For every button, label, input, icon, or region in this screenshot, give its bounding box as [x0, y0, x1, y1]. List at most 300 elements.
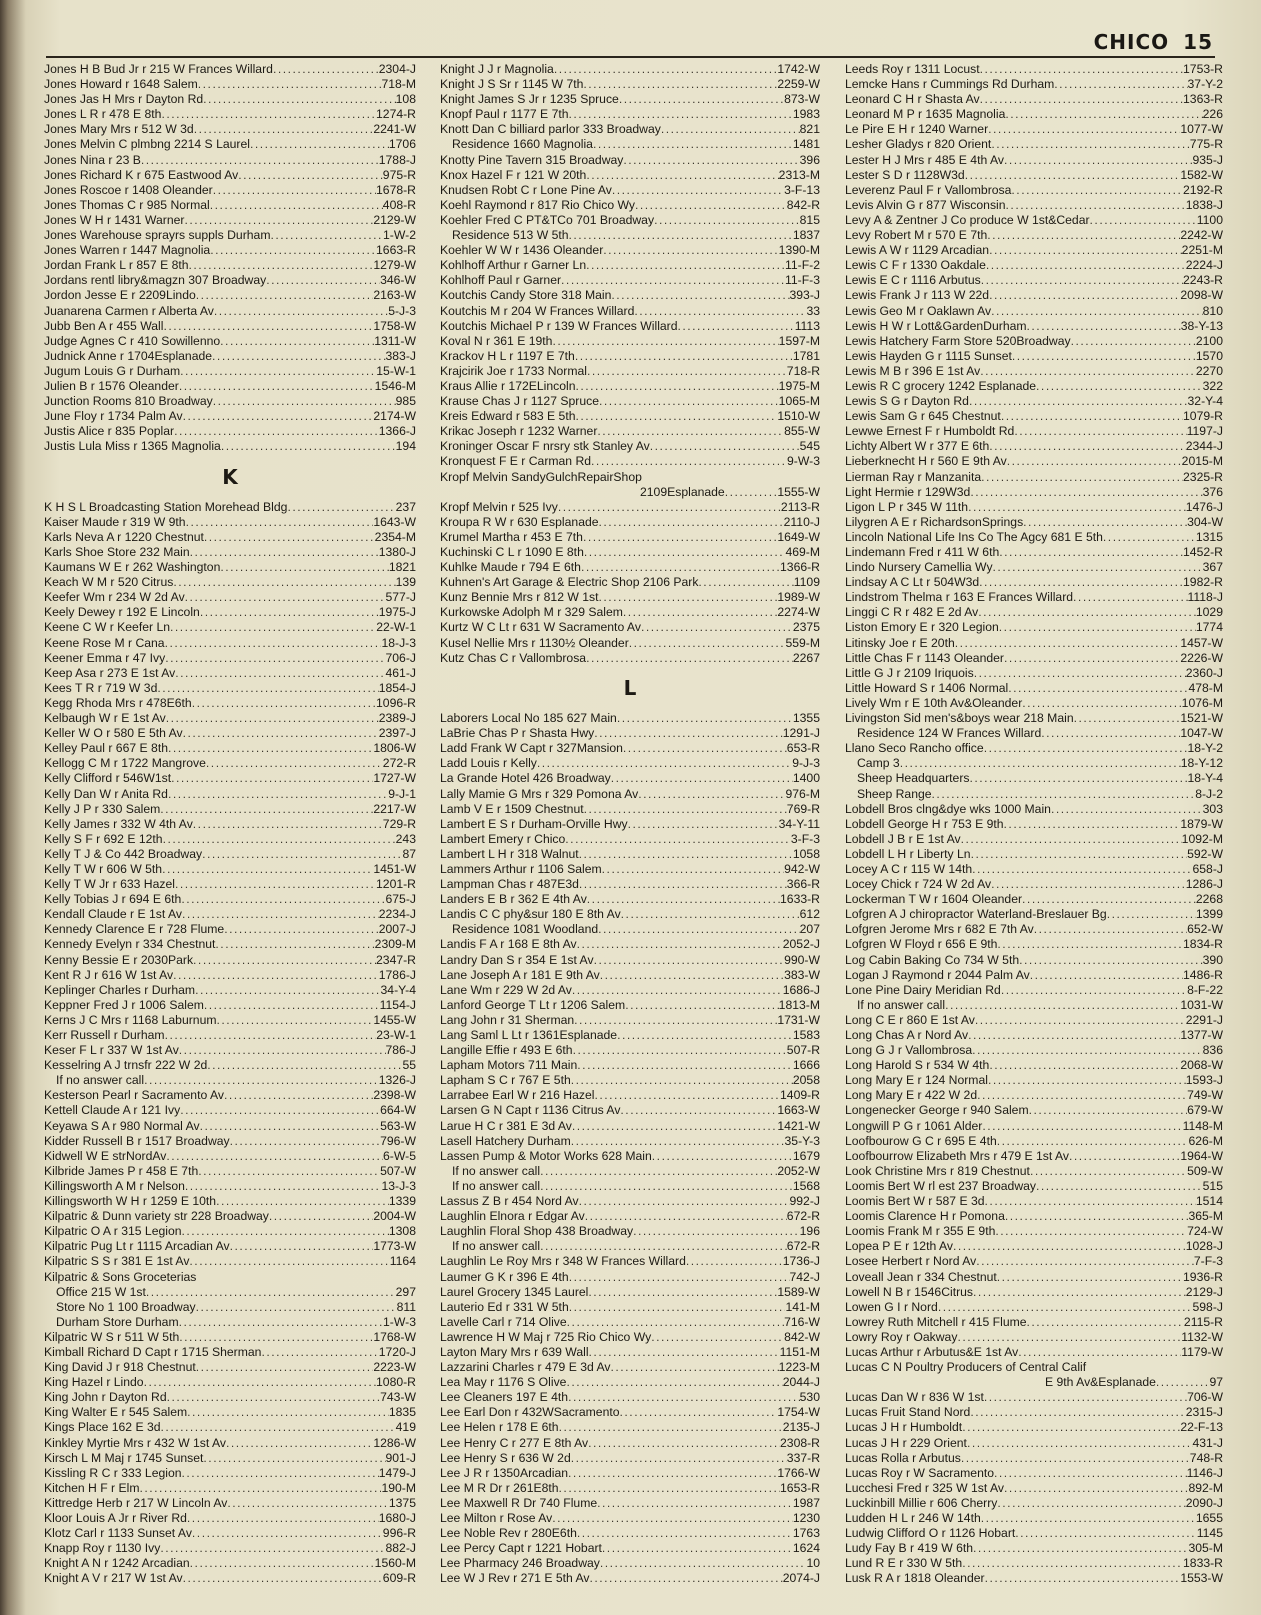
listing-row	[845, 726, 1223, 741]
listing-row	[440, 1436, 820, 1451]
phone-number: 1274-R	[376, 107, 416, 122]
listing-name: Lanford George T Lt r 1206 Salem	[440, 997, 626, 1012]
listing-name: Lowry Roy r Oakway	[845, 1329, 958, 1344]
phone-number: 1982-R	[1183, 575, 1223, 590]
phone-number: 706-W	[1187, 1390, 1223, 1405]
phone-number: 18-Y-2	[1187, 741, 1223, 756]
listing-row	[845, 470, 1223, 485]
phone-number: 1766-W	[777, 1465, 820, 1480]
phone-number: 1291-J	[782, 726, 820, 741]
listing-row	[845, 1088, 1223, 1103]
listing-name: Lemcke Hans r Cummings Rd Durham	[845, 77, 1055, 92]
leader-dots	[157, 681, 378, 696]
listing-name: Lane Wm r 229 W 2d Av	[440, 982, 572, 997]
listing-name: If no answer call	[452, 1239, 541, 1254]
leader-dots	[165, 651, 385, 666]
listing-name: Lang John r 31 Sherman	[440, 1012, 575, 1027]
listing-row	[44, 153, 416, 168]
phone-number: 985	[395, 394, 416, 409]
phone-number: 141-M	[785, 1299, 820, 1314]
phone-number: 1834-R	[1183, 937, 1223, 952]
phone-number: 1380-J	[378, 545, 416, 559]
phone-number: 612	[799, 907, 820, 922]
leader-dots	[623, 153, 799, 168]
listing-row	[44, 922, 416, 937]
leader-dots	[1004, 1481, 1188, 1496]
phone-number: 1457-W	[1180, 635, 1223, 650]
listing-name: Lewis S G r Dayton Rd	[845, 394, 969, 409]
listing-name: Larue H C r 381 E 3d Av	[440, 1118, 572, 1133]
listing-row	[440, 605, 820, 620]
phone-number: 2325-R	[1183, 469, 1223, 484]
phone-number: 237	[395, 499, 416, 514]
listing-name: Lund R E r 330 W 5th	[845, 1556, 963, 1571]
phone-number: 507-W	[380, 1163, 416, 1178]
listing-name: Little Chas F r 1143 Oleander	[845, 650, 1004, 665]
leader-dots	[1030, 1164, 1187, 1179]
leader-dots	[569, 107, 793, 122]
leader-dots	[1103, 530, 1196, 545]
leader-dots	[991, 877, 1186, 892]
listing-row	[845, 590, 1223, 605]
phone-number: 8-F-22	[1187, 982, 1223, 997]
listing-row	[44, 1073, 416, 1088]
phone-number: 2217-W	[373, 801, 416, 816]
phone-number: 1366-R	[780, 560, 820, 575]
leader-dots	[214, 304, 388, 319]
leader-dots	[576, 379, 779, 394]
leader-dots	[969, 394, 1188, 409]
phone-number: 652-W	[1187, 922, 1223, 937]
listing-row	[44, 1511, 416, 1526]
phone-number: 1096-R	[376, 695, 416, 710]
listing-row	[44, 137, 416, 152]
listing-name: Lester H J Mrs r 485 E 4th Av	[845, 152, 1004, 167]
leader-dots	[168, 741, 373, 756]
phone-number: 748-R	[1189, 1450, 1223, 1465]
phone-number: 243	[395, 831, 416, 846]
phone-number: 815	[799, 212, 820, 227]
listing-name: Kurtz W C Lt r 631 W Sacramento Av	[440, 620, 641, 635]
phone-number: 18-J-3	[381, 635, 416, 650]
phone-number: 2110-J	[783, 514, 820, 529]
leader-dots	[220, 334, 374, 349]
leader-dots	[216, 1194, 389, 1209]
listing-row	[845, 575, 1223, 590]
listing-name: Lieberknecht H r 560 E 9th Av	[845, 454, 1007, 469]
listing-name: Kroninger Oscar F nrsry stk Stanley Av	[440, 439, 650, 454]
phone-number: 3-F-3	[790, 831, 820, 846]
phone-number: 507-R	[786, 1043, 820, 1058]
listing-name: Karls Shoe Store 232 Main	[44, 545, 190, 559]
listing-name: Lee M R Dr r 261E8th	[440, 1480, 559, 1495]
phone-number: 1148-M	[1182, 1118, 1223, 1133]
leader-dots	[266, 273, 380, 288]
leader-dots	[982, 1119, 1182, 1134]
leader-dots	[988, 122, 1180, 137]
phone-number: 1028-J	[1185, 1239, 1223, 1254]
listing-row	[44, 666, 416, 681]
listing-row	[440, 847, 820, 862]
listing-row	[440, 409, 820, 424]
listing-row	[440, 817, 820, 832]
leader-dots	[965, 168, 1181, 183]
listing-row	[845, 636, 1223, 651]
leader-dots	[619, 92, 784, 107]
listing-name: Jones W H r 1431 Warner	[44, 212, 185, 227]
listing-name: Klotz Carl r 1133 Sunset Av	[44, 1526, 192, 1541]
listing-row	[440, 273, 820, 288]
listing-name: Lucas C N Poultry Producers of Central Calif	[845, 1360, 1087, 1375]
listing-row	[44, 258, 416, 273]
listing-row	[440, 1194, 820, 1209]
leader-dots	[961, 832, 1182, 847]
leader-dots	[1073, 590, 1187, 605]
listing-name: Kelley Paul r 667 E 8th	[44, 741, 168, 756]
phone-number: 1653-R	[780, 1480, 820, 1495]
listing-row	[440, 590, 820, 605]
listing-name: Long Mary E r 124 Normal	[845, 1073, 988, 1088]
listing-name: Kesterson Pearl r Sacramento Av	[44, 1088, 224, 1103]
phone-number: 1118-J	[1187, 590, 1223, 605]
listing-name: Durham Store Durham	[56, 1314, 179, 1329]
leader-dots	[900, 756, 1181, 771]
listing-row	[845, 394, 1223, 409]
listing-name: Lofgren Jerome Mrs r 682 E 7th Av	[845, 922, 1034, 937]
listing-name: Locey A C r 115 W 14th	[845, 861, 973, 876]
phone-number: 15-W-1	[376, 363, 416, 378]
listing-row	[440, 319, 820, 334]
listing-row	[440, 107, 820, 122]
phone-number: 2270	[1195, 363, 1223, 378]
listing-row	[44, 1179, 416, 1194]
phone-number: 1339	[388, 1194, 416, 1209]
phone-number: 796-W	[380, 1133, 416, 1148]
phone-number: 1065-M	[778, 394, 820, 409]
listing-name: Lierman Ray r Manzanita	[845, 469, 982, 484]
phone-number: 9-W-3	[787, 454, 820, 469]
listing-name: Kettell Claude A r 121 Ivy	[44, 1103, 181, 1118]
phone-number: 1833-R	[1183, 1556, 1223, 1571]
listing-name: Kirsch L M Maj r 1745 Sunset	[44, 1450, 204, 1465]
listing-name: June Floy r 1734 Palm Av	[44, 409, 183, 424]
phone-number: 393-J	[789, 288, 820, 303]
leader-dots	[200, 605, 379, 620]
listing-name: Keser F L r 337 W 1st Av	[44, 1043, 179, 1058]
listing-row	[44, 605, 416, 620]
listing-name: Lopea P E r 12th Av	[845, 1239, 953, 1254]
leader-dots	[981, 470, 1183, 485]
phone-number: 305-M	[1188, 1541, 1223, 1556]
listing-row	[845, 137, 1223, 152]
phone-number: 383-J	[385, 348, 416, 363]
listing-row	[845, 379, 1223, 394]
listing-name: Lazzarini Charles r 479 E 3d Av	[440, 1360, 611, 1375]
leader-dots	[970, 1405, 1185, 1420]
leader-dots	[189, 258, 374, 273]
phone-number: 1989-W	[777, 590, 820, 605]
listing-row	[845, 424, 1223, 439]
listing-name: Laughlin Le Roy Mrs r 348 W Frances Willard	[440, 1254, 686, 1269]
phone-number: 2315-J	[1185, 1405, 1223, 1420]
leader-dots	[182, 1466, 379, 1481]
phone-number: 297	[395, 1284, 416, 1299]
leader-dots	[970, 485, 1202, 500]
section-letter: L	[623, 675, 637, 700]
listing-name: Locey Chick r 724 W 2d Av	[845, 877, 992, 892]
listing-row	[845, 1375, 1223, 1390]
leader-dots	[1007, 454, 1182, 469]
listing-name: Keach W M r 520 Citrus	[44, 575, 174, 590]
phone-number: 38-Y-13	[1180, 318, 1223, 333]
leader-dots	[612, 183, 784, 198]
leader-dots	[165, 1028, 377, 1043]
phone-number: 2224-J	[1185, 258, 1223, 273]
listing-row	[44, 1254, 416, 1269]
listing-name: Knight J J r Magnolia	[440, 62, 554, 76]
phone-number: 1597-M	[778, 333, 820, 348]
leader-dots	[207, 1058, 402, 1073]
phone-number: 515	[1202, 1178, 1223, 1193]
leader-dots	[1004, 817, 1181, 832]
leader-dots	[984, 741, 1188, 756]
listing-name: Jones Jas H Mrs r Dayton Rd	[44, 92, 204, 107]
listing-row	[845, 485, 1223, 500]
phone-number: 1326-J	[378, 1073, 416, 1088]
leader-dots	[1018, 1345, 1181, 1360]
phone-number: 775-R	[1189, 137, 1223, 152]
listing-row	[44, 1209, 416, 1224]
listing-row	[845, 1119, 1223, 1134]
listing-row	[845, 983, 1223, 998]
listing-row	[845, 907, 1223, 922]
listing-row	[845, 288, 1223, 303]
listing-row	[440, 1164, 820, 1179]
phone-number: 367	[1202, 560, 1223, 575]
leader-dots	[166, 711, 379, 726]
phone-number: 2347-R	[376, 952, 416, 967]
listing-row	[845, 922, 1223, 937]
phone-number: 1100	[1196, 212, 1223, 227]
leader-dots	[226, 1436, 373, 1451]
leader-dots	[617, 1028, 793, 1043]
leader-dots	[162, 862, 373, 877]
phone-number: 2192-R	[1183, 182, 1223, 197]
listing-name: Lindsay A C Lt r 504W3d	[845, 575, 980, 590]
phone-number: 1736-J	[782, 1254, 820, 1269]
column-1	[44, 62, 416, 1586]
leader-dots	[196, 1300, 397, 1315]
listing-name: Residence 1081 Woodland	[452, 922, 599, 937]
listing-name: Kissling R C r 333 Legion	[44, 1465, 182, 1480]
listing-name: Liston Emory E r 320 Legion	[845, 620, 999, 635]
phone-number: 1643-W	[373, 514, 416, 529]
listing-row	[44, 213, 416, 228]
listing-row	[845, 1390, 1223, 1405]
leader-dots	[192, 696, 376, 711]
phone-number: 1315	[1195, 529, 1223, 544]
listing-name: K H S L Broadcasting Station Morehead Bldg	[44, 499, 288, 514]
listing-name: Long C E r 860 E 1st Av	[845, 1012, 975, 1027]
phone-number: 1092-M	[1181, 831, 1223, 846]
phone-number: 729-R	[382, 816, 416, 831]
leader-dots	[961, 1451, 1190, 1466]
phone-number: 664-W	[380, 1103, 416, 1118]
leader-dots	[1011, 183, 1183, 198]
listing-row	[845, 756, 1223, 771]
listing-row	[845, 1466, 1223, 1481]
phone-number: 1964-W	[1180, 1148, 1223, 1163]
leader-dots	[540, 1179, 793, 1194]
leader-dots	[187, 1511, 379, 1526]
listing-name: Lane Joseph A r 181 E 9th Av	[440, 967, 600, 982]
leader-dots	[638, 787, 785, 802]
phone-number: 2090-J	[1185, 1495, 1223, 1510]
phone-number: 2135-J	[782, 1420, 820, 1435]
listing-row	[44, 379, 416, 394]
listing-name: Kurkowske Adolph M r 329 Salem	[440, 605, 623, 620]
listing-name: Loofbourow G C r 695 E 4th	[845, 1133, 997, 1148]
leader-dots	[725, 485, 778, 500]
phone-number: 1451-W	[373, 861, 416, 876]
phone-number: 1132-W	[1181, 1329, 1223, 1344]
listing-name: Lewis M B r 396 E 1st Av	[845, 363, 981, 378]
listing-name: Killingsworth W H r 1259 E 10th	[44, 1194, 217, 1209]
listing-row	[845, 1496, 1223, 1511]
phone-number: 992-J	[789, 1194, 820, 1209]
listing-row	[845, 696, 1223, 711]
phone-number: 1076-M	[1181, 695, 1223, 710]
phone-number: 786-J	[385, 1043, 416, 1058]
phone-number: 2241-W	[373, 122, 416, 137]
phone-number: 1781	[792, 348, 820, 363]
phone-number: 6-W-5	[383, 1148, 416, 1163]
leader-dots	[161, 1420, 396, 1435]
phone-number: 1521-W	[1180, 711, 1223, 726]
leader-dots	[200, 1119, 381, 1134]
phone-number: 2007-J	[378, 922, 416, 937]
leader-dots	[227, 1496, 389, 1511]
listing-row	[44, 1103, 416, 1118]
listing-row	[440, 862, 820, 877]
phone-number: 1308	[388, 1224, 416, 1239]
listing-name: Lewis Hayden G r 1115 Sunset	[845, 348, 1012, 363]
listing-row	[845, 998, 1223, 1013]
phone-number: 821	[799, 122, 820, 137]
leader-dots	[568, 1466, 777, 1481]
listing-row	[440, 998, 820, 1013]
listing-row	[44, 1556, 416, 1571]
listing-row	[440, 636, 820, 651]
listing-name: Residence 1660 Magnolia	[452, 137, 593, 152]
phone-number: 2304-J	[378, 62, 416, 76]
listing-row	[44, 1451, 416, 1466]
listing-name: Jordans rentl libry&magzn 307 Broadway	[44, 273, 267, 288]
listing-row	[440, 1254, 820, 1269]
listing-name: Keplinger Charles r Durham	[44, 982, 196, 997]
leader-dots	[161, 107, 376, 122]
phone-number: 577-J	[385, 590, 416, 605]
listing-name: Kees T R r 719 W 3d	[44, 680, 158, 695]
listing-name: Koutchis Candy Store 318 Main	[440, 288, 612, 303]
leader-dots	[987, 228, 1180, 243]
leader-dots	[160, 1541, 385, 1556]
listing-row	[44, 168, 416, 183]
listing-name: Keep Asa r 273 E 1st Av	[44, 665, 176, 680]
leader-dots	[932, 787, 1196, 802]
phone-number: 1560-M	[374, 1556, 416, 1571]
listing-name: Koehl Raymond r 817 Rio Chico Wy	[440, 197, 635, 212]
listing-row	[845, 787, 1223, 802]
listing-name: Lusk R A r 1818 Oleander	[845, 1571, 985, 1586]
phone-number: 2274-W	[777, 605, 820, 620]
leader-dots	[623, 741, 787, 756]
listing-name: Kilpatric S S r 381 E 1st Av	[44, 1254, 190, 1269]
phone-number: 2308-R	[780, 1435, 820, 1450]
phone-number: 2309-M	[374, 937, 416, 952]
listing-row	[440, 1300, 820, 1315]
listing-name: Knapp Roy r 1130 Ivy	[44, 1541, 161, 1556]
listing-row	[440, 183, 820, 198]
listing-row	[44, 1088, 416, 1103]
listing-name: Keene C W r Keefer Ln	[44, 620, 170, 635]
leader-dots	[997, 1270, 1183, 1285]
leader-dots	[994, 1466, 1187, 1481]
listing-name: Jones Warren r 1447 Magnolia	[44, 243, 211, 258]
listing-row	[440, 1179, 820, 1194]
leader-dots	[212, 349, 385, 364]
listing-row	[44, 1420, 416, 1435]
listing-row	[440, 258, 820, 273]
phone-number: 842-R	[786, 197, 820, 212]
leader-dots	[186, 515, 374, 530]
listing-row	[440, 243, 820, 258]
listing-row	[44, 304, 416, 319]
phone-number: 2052-W	[777, 1163, 820, 1178]
listing-row	[44, 288, 416, 303]
leader-dots	[938, 1300, 1193, 1315]
listing-name: Keely Dewey r 192 E Lincoln	[44, 605, 200, 620]
listing-row	[440, 228, 820, 243]
listing-row	[44, 1526, 416, 1541]
listing-row	[440, 968, 820, 983]
listing-row	[440, 1149, 820, 1164]
listing-name: Kennedy Clarence E r 728 Flume	[44, 922, 225, 937]
phone-number: 1837	[792, 228, 820, 243]
listing-name: King David J r 918 Chestnut	[44, 1360, 196, 1375]
listing-row	[845, 1511, 1223, 1526]
leader-dots	[1006, 198, 1186, 213]
listing-row	[44, 1028, 416, 1043]
leader-dots	[989, 288, 1180, 303]
listing-name: Lee Cleaners 197 E 4th	[440, 1390, 569, 1405]
listing-name: Lapham Motors 711 Main	[440, 1058, 578, 1073]
phone-number: 1455-W	[373, 1012, 416, 1027]
listing-row	[440, 892, 820, 907]
listing-row	[845, 243, 1223, 258]
phone-number: 2354-M	[374, 529, 416, 544]
listing-row	[44, 726, 416, 741]
listing-row	[440, 575, 820, 590]
listing-row	[44, 228, 416, 243]
phone-number: 1678-R	[376, 182, 416, 197]
phone-number: 1786-J	[378, 967, 416, 982]
listing-row	[440, 92, 820, 107]
listing-row	[44, 319, 416, 334]
listing-row	[44, 560, 416, 575]
leader-dots	[204, 530, 375, 545]
leader-dots	[989, 439, 1185, 454]
